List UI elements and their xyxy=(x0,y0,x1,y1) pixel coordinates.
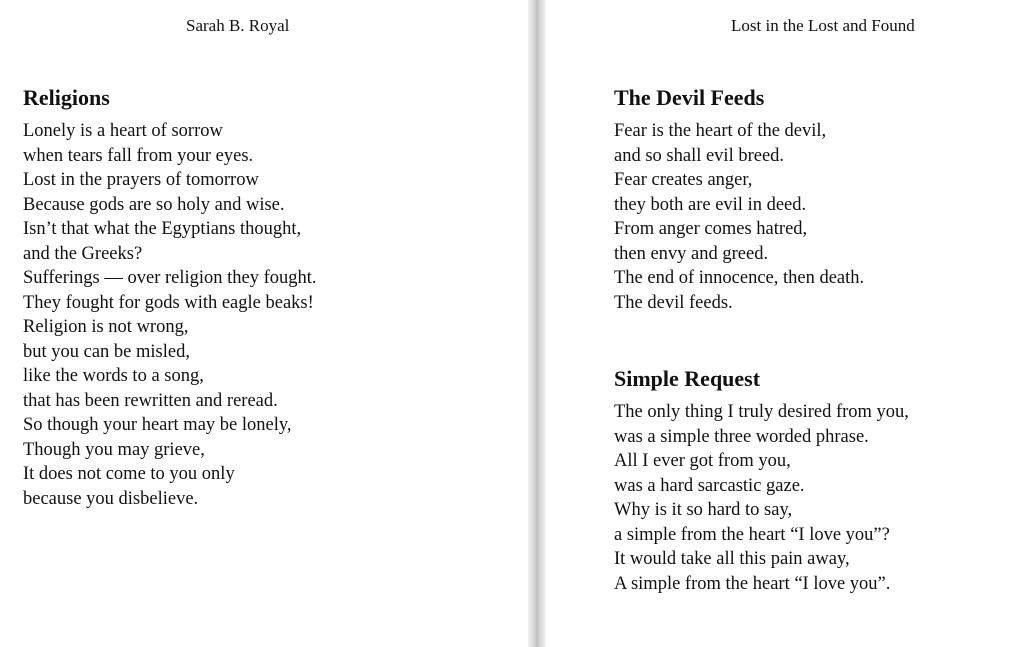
poem-line: and so shall evil breed. xyxy=(614,145,785,166)
poem-line: Lonely is a heart of sorrow xyxy=(23,121,223,141)
poem-line: when tears fall from your eyes. xyxy=(23,145,254,166)
right-page-header: Lost in the Lost and Found xyxy=(731,16,915,35)
poem-line: It does not come to you only xyxy=(23,464,235,484)
poem-line: The end of innocence, then death. xyxy=(614,268,865,288)
poem-line: because you disbelieve. xyxy=(23,488,199,509)
poem-line: then envy and greed. xyxy=(614,243,769,264)
poem-line: A simple from the heart “I love you”. xyxy=(614,573,891,594)
poem-line: Fear is the heart of the devil, xyxy=(614,121,827,141)
poem-line: They fought for gods with eagle beaks! xyxy=(23,292,314,313)
poem-line: Because gods are so holy and wise. xyxy=(23,194,285,215)
poem-line: Fear creates anger, xyxy=(614,170,753,190)
poem-simple-request xyxy=(614,366,909,596)
poem-line: Lost in the prayers of tomorrow xyxy=(23,170,259,190)
poem-line: and the Greeks? xyxy=(23,243,143,264)
poem-line: Religion is not wrong, xyxy=(23,317,189,337)
poem-line: was a hard sarcastic gaze. xyxy=(614,475,805,496)
poem-line: So though your heart may be lonely, xyxy=(23,415,292,435)
right-page[interactable] xyxy=(546,0,1023,647)
poem-line: From anger comes hatred, xyxy=(614,219,808,239)
poem-line: The devil feeds. xyxy=(614,292,733,313)
poem-line: Sufferings — over religion they fought. xyxy=(23,268,317,288)
poem-lines xyxy=(23,119,317,511)
poem-title: Simple Request xyxy=(614,366,761,391)
poem-the-devil-feeds xyxy=(614,85,864,315)
poem-line: All I ever got from you, xyxy=(614,451,791,471)
poem-title: The Devil Feeds xyxy=(614,85,765,110)
poem-lines xyxy=(614,400,909,596)
poem-line: Isn’t that what the Egyptians thought, xyxy=(23,219,302,239)
poem-line: Why is it so hard to say, xyxy=(614,500,793,520)
poem-line: It would take all this pain away, xyxy=(614,549,850,569)
poem-title: Religions xyxy=(23,85,110,110)
book-spine-gutter xyxy=(528,0,546,647)
poem-line: that has been rewritten and reread. xyxy=(23,390,278,411)
poem-religions xyxy=(23,85,317,511)
poem-line: Though you may grieve, xyxy=(23,439,205,460)
poem-line: a simple from the heart “I love you”? xyxy=(614,524,890,545)
poem-line: like the words to a song, xyxy=(23,366,204,386)
poem-line: The only thing I truly desired from you, xyxy=(614,402,909,422)
poem-line: they both are evil in deed. xyxy=(614,194,807,215)
left-page-header: Sarah B. Royal xyxy=(186,16,290,35)
poem-lines xyxy=(614,119,864,315)
poem-line: was a simple three worded phrase. xyxy=(614,426,869,447)
poem-line: but you can be misled, xyxy=(23,341,190,362)
